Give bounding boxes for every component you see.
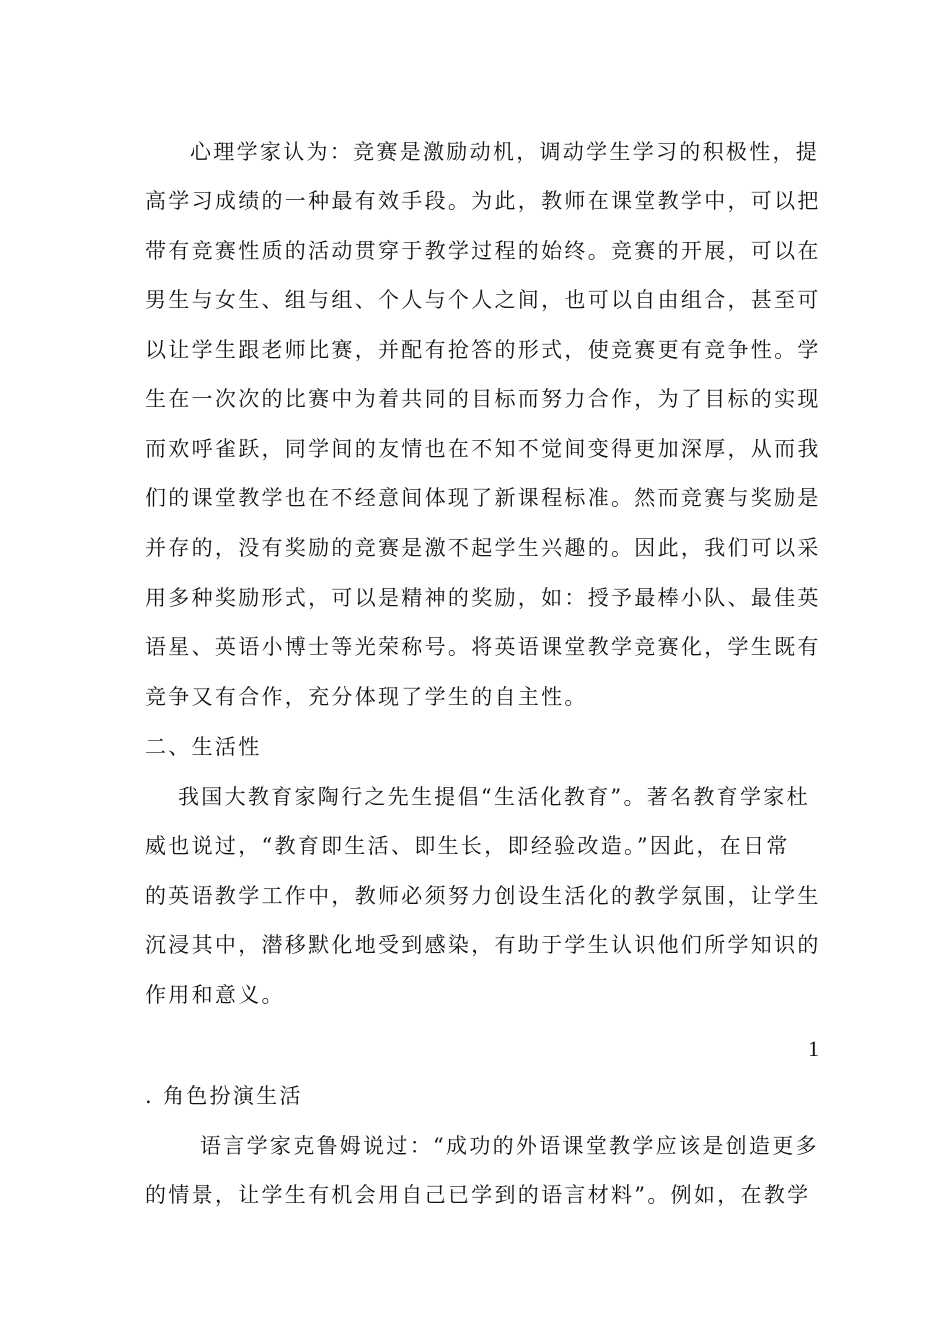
subheading: . 角色扮演生活 xyxy=(145,1084,303,1108)
section-heading: 二、生活性 xyxy=(145,735,262,759)
text-line: 心理学家认为：竞赛是激励动机，调动学生学习的积极性，提 xyxy=(190,140,820,164)
text-line: 并存的，没有奖励的竞赛是激不起学生兴趣的。因此，我们可以采 xyxy=(145,536,821,560)
text-line: 沉浸其中，潜移默化地受到感染，有助于学生认识他们所学知识的 xyxy=(145,933,821,957)
text-line: 的英语教学工作中，教师必须努力创设生活化的教学氛围，让学生 xyxy=(145,884,821,908)
text-line: 用多种奖励形式，可以是精神的奖励，如：授予最棒小队、最佳英 xyxy=(145,586,821,610)
text-line: 威也说过，“教育即生活、即生长，即经验改造。”因此，在日常 xyxy=(145,834,790,858)
text-line: 高学习成绩的一种最有效手段。为此，教师在课堂教学中，可以把 xyxy=(145,189,821,213)
text-line: 带有竞赛性质的活动贯穿于教学过程的始终。竞赛的开展，可以在 xyxy=(145,239,821,263)
text-line: 男生与女生、组与组、个人与个人之间，也可以自由组合，甚至可 xyxy=(145,288,821,312)
text-line: 竞争又有合作，充分体现了学生的自主性。 xyxy=(145,685,588,709)
text-line: 生在一次次的比赛中为着共同的目标而努力合作，为了目标的实现 xyxy=(145,387,821,411)
text-line: 们的课堂教学也在不经意间体现了新课程标准。然而竞赛与奖励是 xyxy=(145,486,821,510)
page-number: 1 xyxy=(808,1036,819,1061)
text-line: 语言学家克鲁姆说过：“成功的外语课堂教学应该是创造更多 xyxy=(200,1134,819,1158)
text-line: 语星、英语小博士等光荣称号。将英语课堂教学竞赛化，学生既有 xyxy=(145,635,821,659)
text-line: 而欢呼雀跃，同学间的友情也在不知不觉间变得更加深厚，从而我 xyxy=(145,437,821,461)
text-line: 我国大教育家陶行之先生提倡“生活化教育”。著名教育学家杜 xyxy=(178,785,810,809)
text-line: 作用和意义。 xyxy=(145,983,285,1007)
text-line: 以让学生跟老师比赛，并配有抢答的形式，使竞赛更有竞争性。学 xyxy=(145,338,821,362)
text-line: 的情景，让学生有机会用自己已学到的语言材料”。例如，在教学 xyxy=(145,1183,811,1207)
